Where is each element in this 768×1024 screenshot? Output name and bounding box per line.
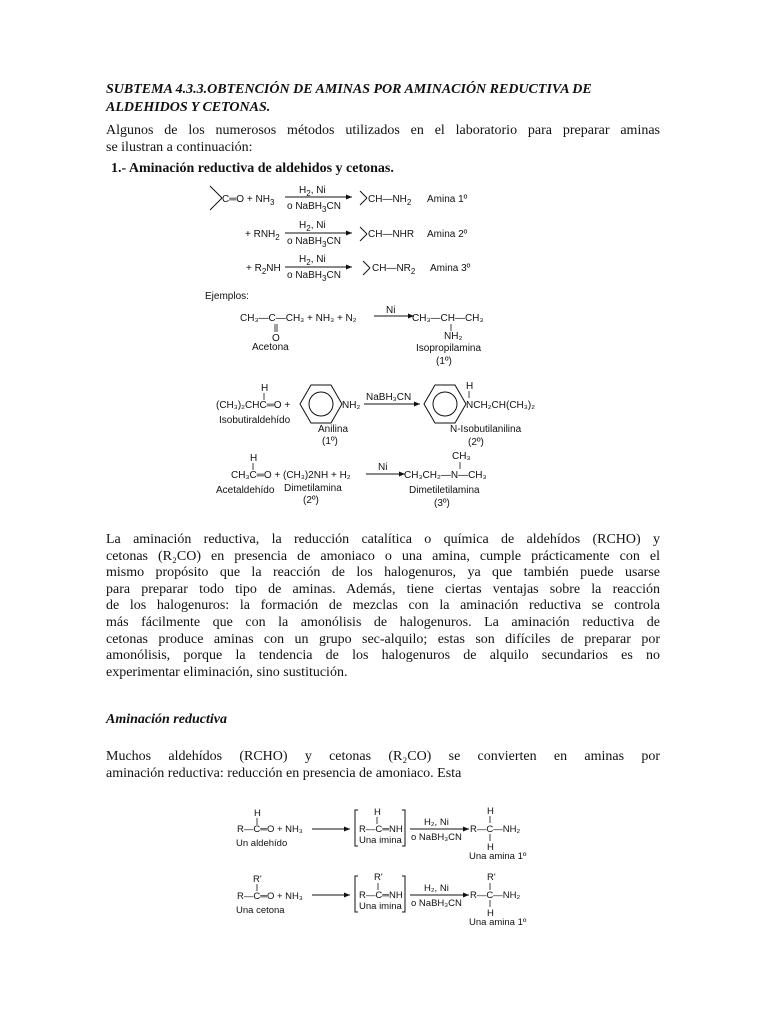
a-cond-bottom: o NaBH₃CN (411, 832, 462, 843)
a-left: R—C═O + NH₃ (237, 824, 303, 835)
r2-product: CH—NHR (368, 229, 415, 240)
r2-cond-bottom: o NaBH$_3$CN (287, 236, 341, 249)
ex3-name-dimetiletilamina: Dimetiletilamina (409, 485, 480, 496)
para1-line: cetonas produce aminas con un grupo sec-alquilo; estas son difíciles de preparar por (106, 631, 660, 647)
ex1-oxygen: O (272, 333, 280, 344)
intro-line-2: se ilustran a continuación: (106, 139, 253, 155)
b-prod-name: Una amina 1º (469, 917, 527, 928)
subheading-aminacion: Aminación reductiva (106, 712, 227, 727)
examples-label: Ejemplos: (205, 291, 249, 302)
r3-cond-top: $H_2$, Ni (299, 254, 326, 267)
b-left: R—C═O + NH₃ (237, 891, 303, 902)
ex2-name-n-isobutilanilina: N-Isobutilanilina (450, 424, 522, 435)
a-imine: R—C═NH (359, 824, 403, 835)
r3-product: $CH—NR_2$ (372, 263, 416, 276)
a-cond-top: H₂, Ni (424, 817, 449, 828)
b-imine-r: R' (374, 872, 383, 883)
benzene-ring-1 (300, 385, 342, 423)
ex3-name-dimetilamina: Dimetilamina (284, 483, 342, 494)
ex1-name-isopropilamina: Isopropilamina (416, 343, 482, 354)
ex1-left: CH₃—C—CH₃ + NH₃ + N₂ (240, 313, 357, 324)
r3-reactant: + $R_2NH$ (246, 263, 281, 276)
r1-cond-top: $H_2$, Ni (299, 185, 326, 198)
ex1-name-acetona: Acetona (252, 342, 289, 353)
ex3-name-acetaldehido: Acetaldehído (216, 485, 275, 496)
ex2-right: NCH₂CH(CH₃)₂ (466, 400, 536, 411)
para2-line: aminación reductiva: reducción en presencia de amoniaco. Esta (106, 765, 462, 781)
ex3-degree-product: (3º) (434, 498, 450, 509)
ex2-nh2: NH₂ (342, 400, 361, 411)
intro-line-1: Algunos de los numerosos métodos utilizados en el laboratorio para preparar aminas (106, 123, 660, 138)
b-prod: R—C—NH₂ (470, 890, 521, 901)
para1-line: más fácilmente que con la amonólisis de halogenuros. La aminación reductiva de (106, 614, 660, 630)
a-prod-name: Una amina 1º (469, 851, 527, 862)
b-imine-name: Una imina (359, 901, 402, 912)
para1-line: cetonas (R₂CO) en presencia de amoniaco o una amina, cumple prácticamente con el (106, 548, 660, 564)
para1-line: de los halogenuros: la formación de mezclas con la aminación reductiva se controla (106, 598, 660, 614)
ex3-left: CH₃C═O + (CH₃)2NH + H₂ (231, 470, 351, 481)
r1-reactant: C═O + $NH_3$ (222, 194, 275, 207)
a-name: Un aldehído (236, 838, 288, 849)
title-line-1: SUBTEMA 4.3.3.OBTENCIÓN DE AMINAS POR AMINACIÓN REDUCTIVA DE (106, 82, 592, 97)
r3-cond-bottom: o NaBH$_3$CN (287, 270, 341, 283)
a-prod: R—C—NH₂ (470, 824, 521, 835)
paragraph-1 (106, 532, 660, 681)
r2-label: Amina 2º (427, 229, 468, 240)
ex3-right: CH₃CH₂—N—CH₃ (404, 470, 487, 481)
ex2-degree-anilina: (1º) (322, 436, 338, 447)
r2-cond-top: $H_2$, Ni (299, 220, 326, 233)
para1-line: amonólisis, porque la tendencia de los halogenuros de alquilo secundarios es no (106, 648, 660, 664)
ex2-name-isobutiraldehido: Isobutiraldehído (219, 415, 291, 426)
b-prod-r: R' (487, 872, 496, 883)
a-prod-h-bottom: H (487, 842, 494, 853)
para1-line: experimentar eliminación, sino sustitución. (106, 664, 348, 680)
para1-line: mismo propósito que la reacción de los halogenuros, ya que también puede usarse (106, 565, 660, 581)
r1-product: $CH—NH_2$ (368, 194, 412, 207)
ex2-h: H (261, 383, 269, 394)
bottom-scheme (236, 806, 527, 928)
a-prod-h-top: H (487, 806, 494, 817)
a-h: H (254, 808, 261, 819)
r1-cond-bottom: o NaBH$_3$CN (287, 201, 341, 214)
a-imine-name: Una imina (359, 835, 402, 846)
ex3-degree-dimetilamina: (2º) (303, 495, 319, 506)
b-r: R' (253, 874, 262, 885)
ex1-right: CH₃—CH—CH₃ (412, 313, 484, 324)
ex2-degree-product: (2º) (468, 437, 484, 448)
b-prod-h: H (487, 908, 494, 919)
b-name: Una cetona (236, 905, 285, 916)
paragraph-2 (106, 749, 660, 782)
r1-label: Amina 1º (427, 194, 468, 205)
para1-line: La aminación reductiva, la reducción catalítica o química de aldehídos (RCHO) y (106, 532, 660, 547)
ex1-cond: Ni (386, 305, 396, 316)
para2-line: Muchos aldehídos (RCHO) y cetonas (R₂CO) se convierten en aminas por (106, 749, 660, 764)
benzene-ring-2 (424, 385, 466, 423)
general-scheme (210, 185, 471, 283)
b-cond-top: H₂, Ni (424, 883, 449, 894)
ex3-cond: Ni (378, 462, 388, 473)
ex3-h: H (250, 453, 258, 464)
para1-line: para preparar todo tipo de aminas. Además, tiene ciertas ventajas sobre la reacción (106, 581, 660, 597)
title-line-2: ALDEHIDOS Y CETONAS. (106, 100, 271, 115)
examples (205, 291, 535, 509)
section-heading-1: 1.- Aminación reductiva de aldehidos y cetonas. (111, 161, 394, 176)
r2-reactant: + $RNH_2$ (245, 229, 280, 242)
ex2-left: (CH₃)₂CHC═O + (216, 400, 291, 411)
ex2-cond: NaBH₃CN (366, 392, 412, 403)
a-imine-h: H (374, 807, 381, 818)
ex1-degree: (1º) (436, 356, 452, 367)
ex1-nh2: NH₂ (444, 331, 463, 342)
b-cond-bottom: o NaBH₃CN (411, 898, 462, 909)
r3-label: Amina 3º (430, 263, 471, 274)
ex2-name-anilina: Anilina (318, 424, 349, 435)
ex2-product-h: H (466, 381, 474, 392)
b-imine: R—C═NH (359, 890, 403, 901)
ex3-ch3: CH₃ (452, 451, 471, 462)
